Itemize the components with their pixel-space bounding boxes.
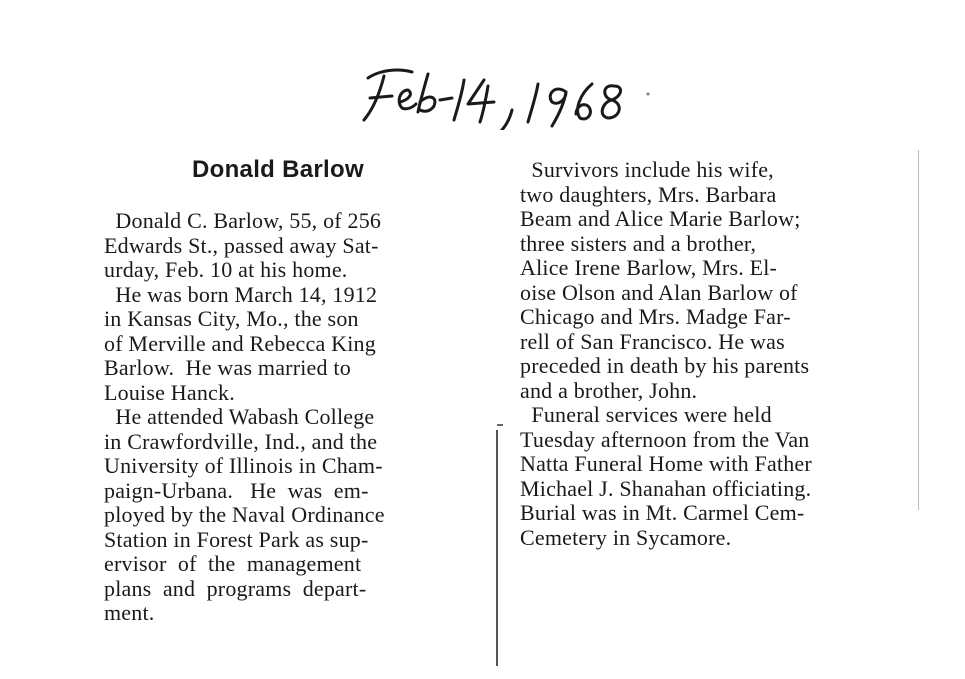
column-divider: [496, 430, 498, 666]
article-line: in Crawfordville, Ind., and the: [104, 428, 378, 454]
article-line: He was born March 14, 1912: [104, 281, 378, 307]
article-line: urday, Feb. 10 at his home.: [104, 257, 348, 282]
article-line: Station in Forest Park as sup-: [104, 526, 369, 552]
article-line: Natta Funeral Home with Father: [520, 451, 812, 476]
article-line: Cemetery in Sycamore.: [520, 524, 732, 550]
article-line: Survivors include his wife,: [520, 157, 774, 182]
article-line: Barlow. He was married to: [104, 355, 351, 380]
article-line: Michael J. Shanahan officiating.: [520, 475, 812, 501]
article-line: Louise Hanck.: [104, 379, 235, 405]
article-line: He attended Wabash College: [104, 404, 375, 429]
article-line: ervisor of the management: [104, 551, 362, 576]
article-line: three sisters and a brother,: [520, 230, 757, 256]
obituary-title: Donald Barlow: [192, 156, 364, 183]
article-line: oise Olson and Alan Barlow of: [520, 279, 798, 305]
article-line: paign-Urbana. He was em-: [104, 477, 369, 503]
article-line: ployed by the Naval Ordinance: [104, 502, 385, 527]
article-left-column: [104, 209, 474, 626]
article-line: Edwards St., passed away Sat-: [104, 232, 379, 258]
article-line: in Kansas City, Mo., the son: [104, 306, 359, 331]
article-line: Alice Irene Barlow, Mrs. El-: [520, 255, 778, 280]
article-line: Chicago and Mrs. Madge Far-: [520, 304, 791, 329]
column-divider-tick: [497, 424, 503, 426]
article-line: preceded in death by his parents: [520, 353, 810, 378]
article-line: University of Illinois in Cham-: [104, 453, 383, 478]
handwritten-date: [340, 40, 660, 130]
article-right-column: [520, 158, 892, 550]
article-line: Burial was in Mt. Carmel Cem-: [520, 500, 805, 525]
article-line: Funeral services were held: [520, 402, 772, 427]
article-line: and a brother, John.: [520, 377, 698, 403]
article-line: rell of San Francisco. He was: [520, 328, 785, 354]
article-line: Tuesday afternoon from the Van: [520, 426, 810, 452]
article-line: Beam and Alice Marie Barlow;: [520, 206, 801, 231]
clipping-edge: [918, 150, 919, 510]
article-line: plans and programs depart-: [104, 575, 367, 601]
article-line: of Merville and Rebecca King: [104, 330, 376, 356]
article-line: ment.: [104, 600, 155, 625]
article-line: two daughters, Mrs. Barbara: [520, 181, 777, 207]
article-line: Donald C. Barlow, 55, of 256: [104, 208, 382, 233]
